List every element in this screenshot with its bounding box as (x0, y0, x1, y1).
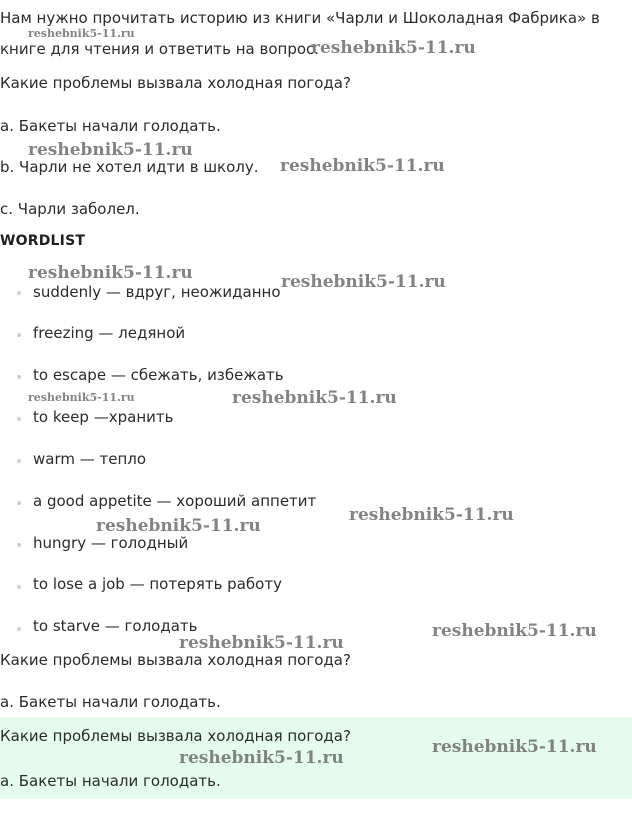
list-item: hungry — голодный (33, 534, 189, 552)
watermark: reshebnik5-11.ru (281, 272, 446, 292)
watermark: reshebnik5-11.ru (179, 748, 344, 768)
intro-line-2: книге для чтения и ответить на вопрос. (0, 40, 320, 58)
list-item: freezing — ледяной (33, 324, 186, 342)
watermark: reshebnik5-11.ru (96, 516, 261, 536)
watermark: reshebnik5-11.ru (28, 391, 135, 404)
bullet-icon (17, 459, 21, 463)
list-item: to keep —хранить (33, 408, 174, 426)
answer-box-question: Какие проблемы вызвала холодная погода? (0, 727, 351, 745)
bullet-icon (17, 543, 21, 547)
answer-box-answer: a. Бакеты начали голодать. (0, 772, 221, 790)
list-item: suddenly — вдруг, неожиданно (33, 283, 281, 301)
option-a: a. Бакеты начали голодать. (0, 117, 221, 135)
bullet-icon (17, 501, 21, 505)
bullet-icon (17, 375, 21, 379)
watermark: reshebnik5-11.ru (232, 388, 397, 408)
list-item: to escape — сбежать, избежать (33, 366, 284, 384)
option-c: c. Чарли заболел. (0, 200, 140, 218)
watermark: reshebnik5-11.ru (311, 38, 476, 58)
watermark: reshebnik5-11.ru (28, 263, 193, 283)
watermark: reshebnik5-11.ru (28, 27, 135, 40)
list-item: to starve — голодать (33, 617, 198, 635)
list-item: to lose a job — потерять работу (33, 575, 282, 593)
watermark: reshebnik5-11.ru (349, 505, 514, 525)
bullet-icon (17, 333, 21, 337)
bullet-icon (17, 585, 21, 589)
bullet-icon (17, 291, 21, 295)
watermark: reshebnik5-11.ru (432, 621, 597, 641)
list-item: warm — тепло (33, 450, 147, 468)
intro-line-1: Нам нужно прочитать историю из книги «Чарли и Шоколадная Фабрика» в (0, 9, 600, 27)
repeat-question: Какие проблемы вызвала холодная погода? (0, 651, 351, 669)
option-b: b. Чарли не хотел идти в школу. (0, 158, 259, 176)
watermark: reshebnik5-11.ru (432, 737, 597, 757)
wordlist-heading: WORDLIST (0, 233, 86, 249)
bullet-icon (17, 627, 21, 631)
repeat-answer: a. Бакеты начали голодать. (0, 693, 221, 711)
watermark: reshebnik5-11.ru (179, 633, 344, 653)
bullet-icon (17, 417, 21, 421)
question-text: Какие проблемы вызвала холодная погода? (0, 74, 351, 92)
watermark: reshebnik5-11.ru (280, 156, 445, 176)
list-item: a good appetite — хороший аппетит (33, 492, 317, 510)
watermark: reshebnik5-11.ru (28, 140, 193, 160)
